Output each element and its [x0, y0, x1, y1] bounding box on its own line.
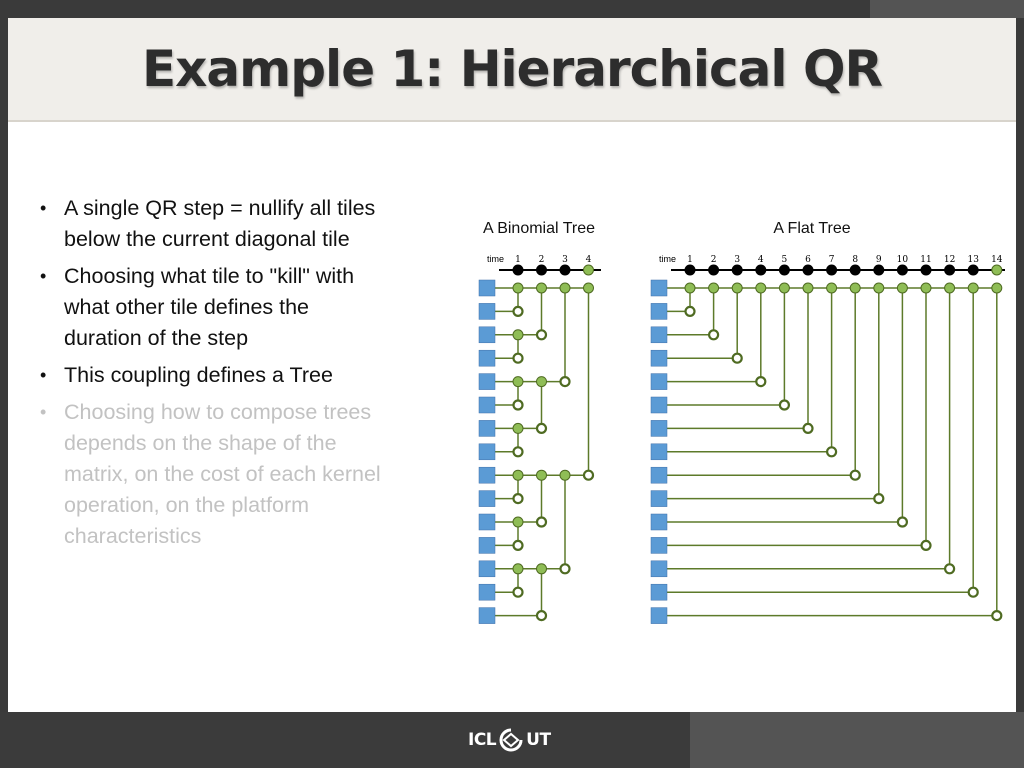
flat-killer-node [850, 283, 860, 293]
binomial-tile [479, 303, 495, 319]
flat-tile [651, 350, 667, 366]
flat-time-step-label: 9 [875, 255, 882, 265]
binomial-victim-node [537, 330, 546, 339]
binomial-tile [479, 280, 495, 296]
flat-killer-node [992, 283, 1002, 293]
binomial-killer-node [513, 517, 523, 527]
flat-time-step-label: 8 [852, 255, 859, 265]
flat-time-step-label: 6 [805, 255, 811, 265]
flat-tile [651, 467, 667, 483]
binomial-time-step-dot [537, 265, 547, 275]
flat-killer-node [756, 283, 766, 293]
flat-time-step-dot [732, 265, 742, 275]
flat-time-step-label: 14 [991, 255, 1003, 265]
bullet-item: • A single QR step = nullify all tiles below the current diagonal tile [38, 193, 383, 255]
flat-victim-node [945, 564, 954, 573]
flat-victim-node [874, 494, 883, 503]
flat-time-step-dot [921, 265, 931, 275]
flat-time-step-label: 12 [943, 255, 956, 265]
logo-text-left: ICL [468, 730, 497, 750]
flat-time-step-label: 13 [967, 255, 979, 265]
binomial-killer-node [584, 283, 594, 293]
binomial-victim-node [514, 354, 523, 363]
flat-tile [651, 608, 667, 624]
binomial-killer-node [513, 330, 523, 340]
flat-time-step-dot [968, 265, 978, 275]
binomial-victim-node [514, 307, 523, 316]
flat-killer-node [874, 283, 884, 293]
binomial-killer-node [537, 564, 547, 574]
binomial-killer-node [513, 564, 523, 574]
binomial-tile [479, 397, 495, 413]
flat-victim-node [756, 377, 765, 386]
binomial-tile [479, 374, 495, 390]
flat-victim-node [898, 518, 907, 527]
binomial-tile [479, 561, 495, 577]
binomial-tile [479, 514, 495, 530]
logo-text-right: UT [526, 730, 551, 750]
binomial-tile [479, 350, 495, 366]
binomial-killer-node [513, 283, 523, 293]
flat-killer-node [968, 283, 978, 293]
flat-tile [651, 584, 667, 600]
flat-tree [651, 254, 1005, 624]
binomial-victim-node [537, 518, 546, 527]
binomial-victim-node [514, 541, 523, 550]
flat-tile [651, 537, 667, 553]
flat-tile [651, 280, 667, 296]
binomial-victim-node [561, 564, 570, 573]
binomial-time-step-label: 3 [562, 255, 568, 265]
bullet-item-faded: • Choosing how to compose trees depends on the shape of the matrix, on the cost of each kernel operation, on the platform characteristics [38, 397, 383, 552]
flat-killer-node [709, 283, 719, 293]
binomial-victim-node [561, 377, 570, 386]
flat-time-step-dot [850, 265, 860, 275]
flat-time-label: time [658, 254, 676, 264]
icl-ut-logo [468, 728, 551, 752]
flat-time-step-label: 10 [896, 255, 909, 265]
flat-time-step-dot [827, 265, 837, 275]
flat-time-step-dot [756, 265, 766, 275]
binomial-killer-node [513, 377, 523, 387]
flat-killer-node [779, 283, 789, 293]
flat-time-step-dot [803, 265, 813, 275]
binomial-tile [479, 467, 495, 483]
flat-time-step-dot [874, 265, 884, 275]
flat-time-step-label: 11 [920, 255, 932, 265]
flat-tile [651, 444, 667, 460]
flat-time-step-label: 7 [828, 255, 835, 265]
flat-tile [651, 374, 667, 390]
flat-victim-node [827, 447, 836, 456]
binomial-killer-node [513, 470, 523, 480]
bullet-item: • Choosing what tile to "kill" with what other tile defines the duration of the step [38, 261, 383, 354]
flat-time-step-label: 4 [757, 255, 764, 265]
flat-killer-node [732, 283, 742, 293]
flat-victim-node [922, 541, 931, 550]
bullet-item: • This coupling defines a Tree [38, 360, 383, 391]
flat-killer-node [803, 283, 813, 293]
binomial-victim-node [584, 471, 593, 480]
flat-time-step-dot [945, 265, 955, 275]
flat-killer-node [897, 283, 907, 293]
binomial-tile [479, 608, 495, 624]
flat-tile [651, 514, 667, 530]
flat-tile [651, 397, 667, 413]
flat-victim-node [709, 330, 718, 339]
footer-stripe [690, 712, 1024, 768]
flat-killer-node [921, 283, 931, 293]
binomial-time-step-label: 1 [515, 255, 521, 265]
flat-victim-node [686, 307, 695, 316]
binomial-tile [479, 420, 495, 436]
flat-time-step-dot [897, 265, 907, 275]
flat-tile [651, 561, 667, 577]
binomial-time-step-dot [513, 265, 523, 275]
flat-time-step-label: 1 [687, 255, 693, 265]
flat-victim-node [780, 401, 789, 410]
flat-tile [651, 327, 667, 343]
binomial-time-step-label: 4 [585, 255, 592, 265]
flat-tile [651, 420, 667, 436]
flat-time-step-label: 5 [781, 255, 788, 265]
flat-killer-node [685, 283, 695, 293]
flat-time-step-dot [709, 265, 719, 275]
flat-killer-node [827, 283, 837, 293]
binomial-killer-node [560, 470, 570, 480]
flat-tile [651, 303, 667, 319]
binomial-tile [479, 444, 495, 460]
logo-mark-icon [498, 728, 524, 752]
flat-victim-node [804, 424, 813, 433]
flat-victim-node [992, 611, 1001, 620]
binomial-time-label: time [486, 254, 504, 264]
binomial-tree [479, 254, 601, 624]
binomial-victim-node [537, 611, 546, 620]
binomial-victim-node [514, 588, 523, 597]
binomial-killer-node [560, 283, 570, 293]
binomial-victim-node [514, 494, 523, 503]
slide-title: Example 1: Hierarchical QR [142, 40, 882, 98]
binomial-killer-node [537, 470, 547, 480]
binomial-killer-node [537, 283, 547, 293]
binomial-victim-node [514, 447, 523, 456]
flat-time-step-dot [685, 265, 695, 275]
flat-victim-node [969, 588, 978, 597]
flat-tile [651, 491, 667, 507]
binomial-killer-node [513, 423, 523, 433]
flat-victim-node [851, 471, 860, 480]
flat-victim-node [733, 354, 742, 363]
binomial-tile [479, 537, 495, 553]
flat-tree-title: A Flat Tree [773, 220, 851, 237]
flat-time-step-label: 3 [734, 255, 741, 265]
flat-killer-node [945, 283, 955, 293]
binomial-tile [479, 584, 495, 600]
binomial-victim-node [537, 424, 546, 433]
flat-time-step-dot [992, 265, 1002, 275]
binomial-time-step-dot [584, 265, 594, 275]
binomial-time-step-dot [560, 265, 570, 275]
binomial-tile [479, 327, 495, 343]
binomial-tile [479, 491, 495, 507]
flat-time-step-dot [779, 265, 789, 275]
binomial-victim-node [514, 401, 523, 410]
binomial-killer-node [537, 377, 547, 387]
binomial-time-step-label: 2 [538, 255, 545, 265]
flat-time-step-label: 2 [710, 255, 717, 265]
binomial-tree-title: A Binomial Tree [482, 220, 596, 237]
